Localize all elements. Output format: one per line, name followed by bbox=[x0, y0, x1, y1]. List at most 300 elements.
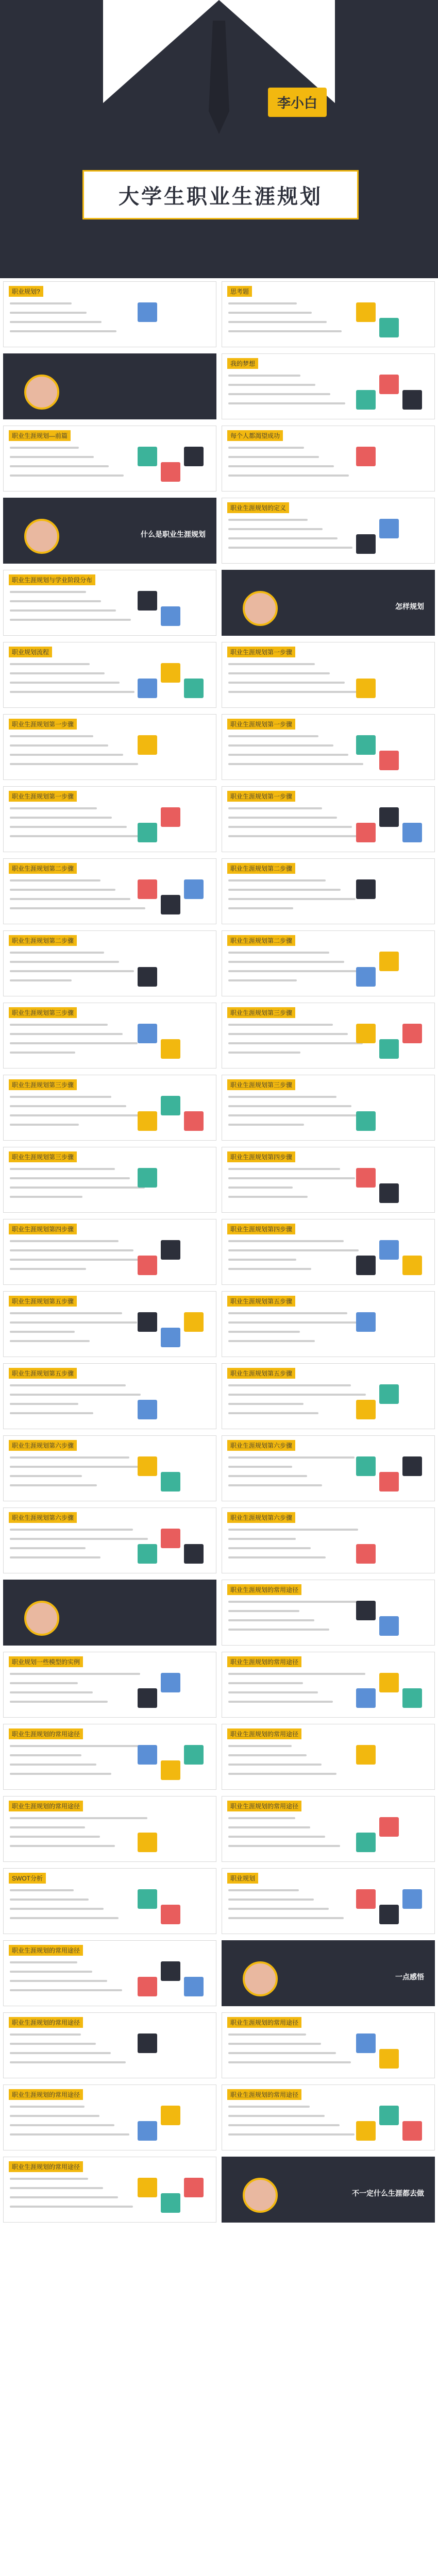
text-placeholder-line bbox=[10, 1114, 141, 1116]
slide-title: 职业生涯规划第二步骤 bbox=[227, 935, 295, 946]
diagram-block bbox=[402, 390, 422, 410]
slide-thumbnail bbox=[222, 1219, 435, 1285]
text-placeholder-line bbox=[10, 447, 79, 449]
text-placeholder-line bbox=[10, 1754, 81, 1756]
slide-row bbox=[0, 1288, 438, 1360]
text-placeholder-line bbox=[228, 1312, 347, 1314]
diagram-block bbox=[379, 375, 399, 394]
shirt-collar-left bbox=[103, 0, 219, 103]
text-placeholder-line bbox=[10, 2206, 133, 2208]
text-placeholder-line bbox=[228, 1889, 299, 1891]
text-placeholder-line bbox=[10, 2106, 85, 2108]
slide-thumbnail bbox=[3, 1580, 216, 1646]
text-placeholder-line bbox=[10, 1908, 104, 1910]
slide-row bbox=[0, 278, 438, 350]
text-placeholder-line bbox=[10, 879, 100, 882]
slide-title: 职业生涯规划第一步骤 bbox=[9, 791, 77, 802]
text-placeholder-line bbox=[228, 1114, 366, 1116]
slide-title: 职业生涯规划第四步骤 bbox=[227, 1224, 295, 1234]
diagram-block bbox=[356, 534, 376, 554]
slide-thumbnail bbox=[222, 1796, 435, 1862]
diagram-block bbox=[356, 1833, 376, 1852]
text-placeholder-line bbox=[10, 1971, 92, 1973]
slide-thumbnail bbox=[3, 1652, 216, 1718]
diagram-block bbox=[138, 679, 157, 698]
diagram-block bbox=[379, 1039, 399, 1059]
slide-thumbnail bbox=[3, 1219, 216, 1285]
slide-thumbnail bbox=[222, 1363, 435, 1429]
text-placeholder-line bbox=[10, 600, 101, 602]
slide-thumbnail bbox=[222, 2084, 435, 2150]
text-placeholder-line bbox=[228, 1619, 314, 1621]
slide-title: 职业生涯规划的常用途径 bbox=[227, 1584, 301, 1595]
slide-title: 职业生涯规划第三步骤 bbox=[9, 1007, 77, 1018]
diagram-block bbox=[402, 1456, 422, 1476]
cartoon-face-icon bbox=[24, 375, 59, 410]
diagram-block bbox=[402, 1688, 422, 1708]
diagram-block bbox=[356, 1889, 376, 1909]
slide-thumbnail bbox=[3, 2084, 216, 2150]
text-placeholder-line bbox=[10, 1384, 126, 1386]
text-placeholder-line bbox=[228, 817, 337, 819]
text-placeholder-line bbox=[228, 1917, 344, 1919]
text-placeholder-line bbox=[10, 619, 131, 621]
diagram-block bbox=[184, 1312, 204, 1332]
slide-row bbox=[0, 1721, 438, 1793]
slide-thumbnail bbox=[3, 714, 216, 780]
slide-title: 职业生涯规划第一步骤 bbox=[227, 791, 295, 802]
text-placeholder-line bbox=[228, 1484, 322, 1486]
text-placeholder-line bbox=[228, 1754, 307, 1756]
slide-title: 职业生涯规划第六步骤 bbox=[227, 1512, 295, 1523]
slide-row bbox=[0, 1937, 438, 2009]
slide-title: 职业生涯规划第三步骤 bbox=[9, 1079, 77, 1090]
diagram-block bbox=[138, 302, 157, 322]
slide-row bbox=[0, 999, 438, 1072]
diagram-block bbox=[161, 462, 180, 482]
diagram-block bbox=[184, 1111, 204, 1131]
slide-thumbnail bbox=[3, 1147, 216, 1213]
text-placeholder-line bbox=[228, 1908, 329, 1910]
slide-thumbnail bbox=[3, 1435, 216, 1501]
slide-thumbnail bbox=[3, 858, 216, 924]
text-placeholder-line bbox=[228, 1601, 362, 1603]
diagram-block bbox=[402, 1024, 422, 1043]
text-placeholder-line bbox=[10, 1403, 78, 1405]
slide-thumbnail bbox=[222, 1868, 435, 1934]
slide-thumbnail bbox=[3, 1075, 216, 1141]
text-placeholder-line bbox=[10, 1394, 141, 1396]
text-placeholder-line bbox=[10, 2124, 114, 2126]
diagram-block bbox=[356, 1111, 376, 1131]
slide-thumbnail bbox=[222, 2157, 435, 2223]
slide-thumbnail bbox=[3, 1363, 216, 1429]
diagram-block bbox=[138, 2178, 157, 2197]
text-placeholder-line bbox=[10, 691, 134, 693]
diagram-block bbox=[138, 1168, 157, 1188]
slide-thumbnail bbox=[222, 426, 435, 492]
diagram-block bbox=[161, 1472, 180, 1492]
text-placeholder-line bbox=[10, 302, 72, 304]
text-placeholder-line bbox=[228, 763, 363, 765]
diagram-block bbox=[356, 447, 376, 466]
text-placeholder-line bbox=[228, 2124, 340, 2126]
text-placeholder-line bbox=[228, 2061, 351, 2063]
diagram-block bbox=[184, 1745, 204, 1765]
text-placeholder-line bbox=[10, 1826, 85, 1828]
diagram-block bbox=[138, 1111, 157, 1131]
text-placeholder-line bbox=[228, 1682, 303, 1684]
slide-title: 职业生涯规划第一步骤 bbox=[227, 647, 295, 657]
text-placeholder-line bbox=[10, 889, 115, 891]
diagram-block bbox=[161, 1760, 180, 1780]
slide-title: 职业生涯规划第五步骤 bbox=[9, 1368, 77, 1379]
cartoon-face-icon bbox=[243, 591, 278, 626]
text-placeholder-line bbox=[10, 2061, 126, 2063]
diagram-block bbox=[138, 1024, 157, 1043]
slide-row bbox=[0, 567, 438, 639]
diagram-block bbox=[138, 967, 157, 987]
text-placeholder-line bbox=[228, 1105, 351, 1107]
diagram-block bbox=[402, 823, 422, 842]
diagram-block bbox=[356, 2033, 376, 2053]
slide-thumbnail bbox=[3, 1940, 216, 2006]
text-placeholder-line bbox=[228, 1701, 333, 1703]
text-placeholder-line bbox=[228, 1412, 318, 1414]
slide-row bbox=[0, 639, 438, 711]
text-placeholder-line bbox=[10, 1745, 144, 1747]
diagram-block bbox=[184, 1544, 204, 1564]
cartoon-face-icon bbox=[24, 1601, 59, 1636]
diagram-block bbox=[379, 318, 399, 337]
text-placeholder-line bbox=[10, 735, 93, 737]
text-placeholder-line bbox=[228, 1196, 308, 1198]
text-placeholder-line bbox=[228, 2033, 306, 2036]
diagram-block bbox=[379, 1472, 399, 1492]
slide-thumbnail bbox=[222, 353, 435, 419]
slide-title: 职业生涯规划第二步骤 bbox=[227, 863, 295, 874]
text-placeholder-line bbox=[10, 1961, 77, 1963]
diagram-block bbox=[138, 823, 157, 842]
text-placeholder-line bbox=[10, 474, 124, 477]
slide-row bbox=[0, 1865, 438, 1937]
slide-title: 职业生涯规划第一步骤 bbox=[227, 719, 295, 730]
slide-thumbnail bbox=[222, 1075, 435, 1141]
text-placeholder-line bbox=[228, 1456, 355, 1459]
diagram-block bbox=[356, 679, 376, 698]
slide-thumbnail bbox=[3, 1291, 216, 1357]
text-placeholder-line bbox=[10, 1475, 82, 1477]
text-placeholder-line bbox=[10, 1042, 138, 1044]
slide-title: 职业生涯规划第三步骤 bbox=[227, 1079, 295, 1090]
text-placeholder-line bbox=[10, 1259, 148, 1261]
text-placeholder-line bbox=[10, 1556, 100, 1558]
text-placeholder-line bbox=[228, 1268, 311, 1270]
text-placeholder-line bbox=[10, 1033, 123, 1035]
diagram-block bbox=[356, 967, 376, 987]
slide-thumbnail bbox=[222, 1291, 435, 1357]
text-placeholder-line bbox=[228, 1331, 300, 1333]
text-placeholder-line bbox=[228, 1899, 314, 1901]
text-placeholder-line bbox=[228, 2115, 325, 2117]
slide-thumbnail bbox=[222, 281, 435, 347]
text-placeholder-line bbox=[10, 1836, 100, 1838]
slide-row bbox=[0, 2154, 438, 2226]
diagram-block bbox=[379, 952, 399, 971]
diagram-block bbox=[161, 807, 180, 827]
text-placeholder-line bbox=[228, 537, 338, 539]
text-placeholder-line bbox=[228, 1384, 351, 1386]
diagram-block bbox=[356, 1745, 376, 1765]
diagram-block bbox=[184, 447, 204, 466]
diagram-block bbox=[379, 1240, 399, 1260]
text-placeholder-line bbox=[10, 1249, 133, 1251]
diagram-block bbox=[356, 1544, 376, 1564]
diagram-block bbox=[356, 1312, 376, 1332]
diagram-block bbox=[161, 2106, 180, 2125]
slide-thumbnail bbox=[3, 1868, 216, 1934]
text-placeholder-line bbox=[10, 1177, 130, 1179]
text-placeholder-line bbox=[10, 1817, 147, 1819]
text-placeholder-line bbox=[10, 898, 130, 900]
diagram-block bbox=[379, 1905, 399, 1924]
slide-title: SWOT分析 bbox=[9, 1873, 46, 1884]
text-placeholder-line bbox=[10, 1096, 111, 1098]
text-placeholder-line bbox=[10, 663, 90, 665]
slide-title: 职业生涯规划的常用途径 bbox=[227, 2089, 301, 2100]
text-placeholder-line bbox=[228, 1529, 358, 1531]
slide-title: 职业生涯规划的常用途径 bbox=[9, 1728, 83, 1739]
diagram-block bbox=[138, 1400, 157, 1419]
slide-row bbox=[0, 783, 438, 855]
slide-title: 职业生涯规划第六步骤 bbox=[227, 1440, 295, 1451]
text-placeholder-line bbox=[228, 952, 329, 954]
slide-row bbox=[0, 422, 438, 495]
text-placeholder-line bbox=[10, 465, 109, 467]
slide-thumbnail bbox=[3, 281, 216, 347]
slide-title: 职业生涯规划的常用途径 bbox=[227, 1801, 301, 1811]
text-placeholder-line bbox=[10, 1268, 86, 1270]
slide-title: 职业生涯规划的常用途径 bbox=[227, 1728, 301, 1739]
slide-title: 什么是职业生涯规划 bbox=[141, 530, 206, 538]
text-placeholder-line bbox=[10, 970, 134, 972]
diagram-block bbox=[356, 823, 376, 842]
text-placeholder-line bbox=[228, 672, 330, 674]
text-placeholder-line bbox=[10, 835, 142, 837]
slide-thumbnail bbox=[222, 498, 435, 564]
slide-thumbnail bbox=[3, 426, 216, 492]
diagram-block bbox=[356, 1688, 376, 1708]
diagram-block bbox=[356, 1400, 376, 1419]
slide-thumbnail bbox=[3, 2012, 216, 2078]
slide-title: 职业生涯规划第五步骤 bbox=[9, 1296, 77, 1307]
text-placeholder-line bbox=[10, 1240, 119, 1242]
diagram-block bbox=[379, 1616, 399, 1636]
text-placeholder-line bbox=[10, 1484, 97, 1486]
text-placeholder-line bbox=[228, 528, 323, 530]
slide-title: 职业生涯规划第二步骤 bbox=[9, 935, 77, 946]
slide-row bbox=[0, 1432, 438, 1504]
text-placeholder-line bbox=[228, 302, 297, 304]
diagram-block bbox=[161, 606, 180, 626]
text-placeholder-line bbox=[228, 1240, 344, 1242]
text-placeholder-line bbox=[228, 1610, 299, 1612]
slide-title: 职业生涯规划第五步骤 bbox=[227, 1368, 295, 1379]
slide-title: 不一定什么生涯都去做 bbox=[352, 2189, 424, 2197]
text-placeholder-line bbox=[10, 2196, 118, 2198]
diagram-block bbox=[356, 1168, 376, 1188]
slide-title: 职业生涯规划的定义 bbox=[227, 502, 289, 513]
text-placeholder-line bbox=[228, 1168, 340, 1170]
slide-thumbnail bbox=[222, 930, 435, 996]
text-placeholder-line bbox=[228, 1124, 304, 1126]
diagram-block bbox=[379, 2106, 399, 2125]
text-placeholder-line bbox=[10, 1340, 90, 1342]
diagram-block bbox=[161, 663, 180, 683]
text-placeholder-line bbox=[228, 807, 322, 809]
text-placeholder-line bbox=[228, 1745, 292, 1747]
slide-thumbnail bbox=[3, 570, 216, 636]
text-placeholder-line bbox=[228, 375, 300, 377]
text-placeholder-line bbox=[228, 2043, 321, 2045]
slide-row bbox=[0, 1216, 438, 1288]
slide-thumbnail bbox=[222, 2012, 435, 2078]
cartoon-face-icon bbox=[243, 1961, 278, 1996]
cover-title: 大学生职业生涯规划 bbox=[119, 185, 323, 208]
diagram-block bbox=[184, 879, 204, 899]
text-placeholder-line bbox=[10, 1701, 108, 1703]
diagram-block bbox=[356, 302, 376, 322]
text-placeholder-line bbox=[10, 754, 123, 756]
slide-title: 一点感悟 bbox=[395, 1973, 424, 1981]
text-placeholder-line bbox=[10, 2178, 88, 2180]
text-placeholder-line bbox=[228, 663, 315, 665]
text-placeholder-line bbox=[228, 1033, 348, 1035]
text-placeholder-line bbox=[10, 1124, 79, 1126]
slide-thumbnail bbox=[222, 642, 435, 708]
diagram-block bbox=[138, 1833, 157, 1852]
text-placeholder-line bbox=[228, 1538, 296, 1540]
text-placeholder-line bbox=[10, 2052, 111, 2054]
text-placeholder-line bbox=[228, 979, 297, 981]
text-placeholder-line bbox=[10, 1547, 86, 1549]
diagram-block bbox=[356, 879, 376, 899]
diagram-block bbox=[138, 735, 157, 755]
text-placeholder-line bbox=[10, 1845, 115, 1847]
diagram-block bbox=[379, 807, 399, 827]
text-placeholder-line bbox=[228, 682, 345, 684]
slide-thumbnail bbox=[222, 1652, 435, 1718]
diagram-block bbox=[356, 735, 376, 755]
slide-title: 职业生涯规划第三步骤 bbox=[227, 1007, 295, 1018]
author-badge: 李小白 bbox=[268, 88, 327, 117]
slide-row bbox=[0, 1649, 438, 1721]
slide-thumbnail bbox=[222, 1940, 435, 2006]
diagram-block bbox=[138, 2033, 157, 2053]
diagram-block bbox=[379, 1384, 399, 1404]
diagram-block bbox=[379, 1183, 399, 1203]
diagram-block bbox=[402, 2121, 422, 2141]
text-placeholder-line bbox=[228, 1764, 322, 1766]
text-placeholder-line bbox=[228, 456, 319, 458]
slide-title: 职业生涯规划的常用途径 bbox=[9, 2089, 83, 2100]
text-placeholder-line bbox=[228, 961, 344, 963]
slide-title: 我的梦想 bbox=[227, 358, 258, 369]
slide-thumbnail bbox=[3, 2157, 216, 2223]
text-placeholder-line bbox=[228, 1042, 363, 1044]
slide-thumbnail bbox=[222, 1435, 435, 1501]
text-placeholder-line bbox=[10, 1105, 126, 1107]
text-placeholder-line bbox=[10, 744, 108, 747]
slide-thumbnail bbox=[3, 353, 216, 419]
text-placeholder-line bbox=[228, 744, 333, 747]
text-placeholder-line bbox=[10, 591, 86, 593]
diagram-block bbox=[379, 519, 399, 538]
diagram-block bbox=[161, 1905, 180, 1924]
text-placeholder-line bbox=[228, 1673, 365, 1675]
text-placeholder-line bbox=[10, 1917, 119, 1919]
slide-thumbnail bbox=[3, 1507, 216, 1573]
text-placeholder-line bbox=[10, 1456, 129, 1459]
slide-title: 职业生涯规划的常用途径 bbox=[227, 1656, 301, 1667]
text-placeholder-line bbox=[228, 465, 334, 467]
slide-title: 职业规划 bbox=[227, 1873, 258, 1884]
slide-row bbox=[0, 927, 438, 999]
cartoon-face-icon bbox=[243, 2178, 278, 2213]
slide-title: 每个人都渴望成功 bbox=[227, 430, 283, 441]
text-placeholder-line bbox=[10, 321, 102, 323]
slide-thumbnail bbox=[222, 786, 435, 852]
text-placeholder-line bbox=[228, 1817, 295, 1819]
slide-row bbox=[0, 1072, 438, 1144]
text-placeholder-line bbox=[10, 1331, 75, 1333]
slide-thumbnail bbox=[222, 714, 435, 780]
text-placeholder-line bbox=[10, 1773, 111, 1775]
text-placeholder-line bbox=[228, 312, 312, 314]
text-placeholder-line bbox=[10, 330, 116, 332]
text-placeholder-line bbox=[10, 1196, 82, 1198]
text-placeholder-line bbox=[228, 1403, 304, 1405]
text-placeholder-line bbox=[10, 672, 105, 674]
text-placeholder-line bbox=[10, 682, 120, 684]
slide-thumbnail bbox=[3, 930, 216, 996]
slide-title: 职业生涯规划第五步骤 bbox=[227, 1296, 295, 1307]
text-placeholder-line bbox=[228, 691, 360, 693]
diagram-block bbox=[138, 591, 157, 611]
text-placeholder-line bbox=[10, 979, 72, 981]
text-placeholder-line bbox=[10, 1673, 140, 1675]
diagram-block bbox=[161, 1039, 180, 1059]
text-placeholder-line bbox=[10, 952, 104, 954]
text-placeholder-line bbox=[228, 402, 345, 404]
slide-thumbnail bbox=[222, 570, 435, 636]
slide-title: 职业生涯规划第二步骤 bbox=[9, 863, 77, 874]
text-placeholder-line bbox=[228, 2052, 336, 2054]
text-placeholder-line bbox=[228, 330, 342, 332]
slide-row bbox=[0, 1577, 438, 1649]
diagram-block bbox=[379, 2049, 399, 2069]
text-placeholder-line bbox=[10, 2033, 81, 2036]
text-placeholder-line bbox=[228, 1836, 325, 1838]
text-placeholder-line bbox=[10, 1989, 122, 1991]
text-placeholder-line bbox=[10, 807, 97, 809]
text-placeholder-line bbox=[10, 1538, 148, 1540]
slide-row bbox=[0, 1504, 438, 1577]
text-placeholder-line bbox=[228, 1394, 366, 1396]
diagram-block bbox=[138, 1312, 157, 1332]
text-placeholder-line bbox=[10, 1321, 137, 1324]
diagram-block bbox=[379, 751, 399, 770]
